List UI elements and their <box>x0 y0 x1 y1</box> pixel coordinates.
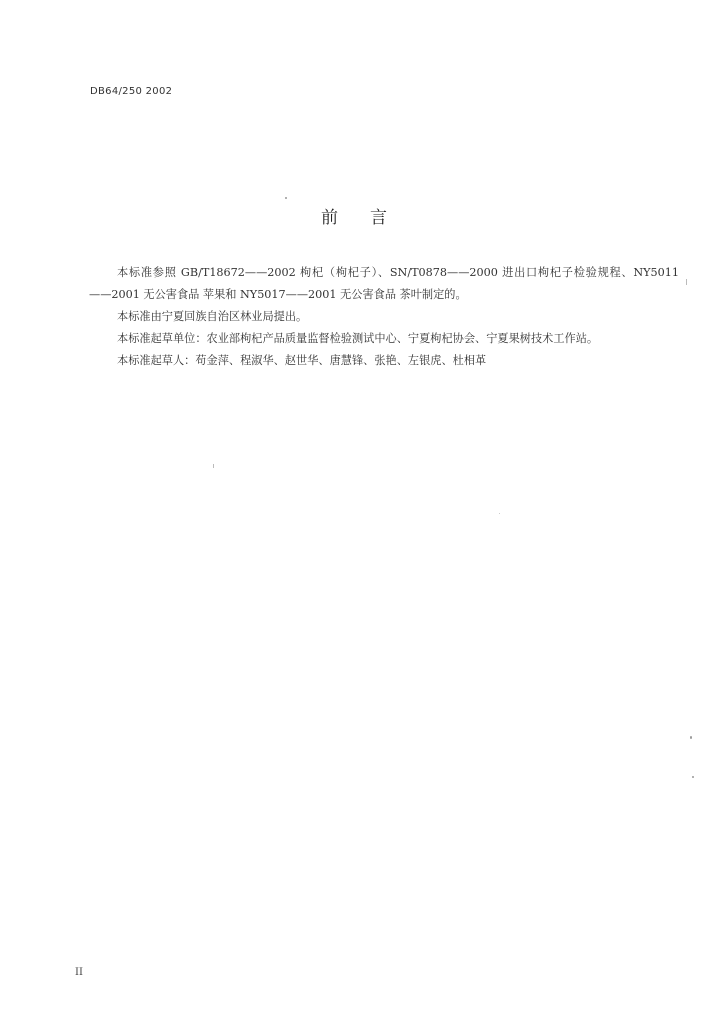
page-title: 前言 <box>321 208 419 228</box>
paragraph-drafting-units: 本标准起草单位：农业部枸杞产品质量监督检验测试中心、宁夏枸杞协会、宁夏果树技术工作站。 <box>117 332 599 345</box>
scan-speck <box>686 279 687 285</box>
document-code: DB64/250 2002 <box>90 86 173 97</box>
paragraph-references: 本标准参照 GB/T18672——2002 枸杞（枸杞子）、SN/T0878——2000 进出口枸杞子检验规程、NY5011——2001 无公害食品 苹果和 NY5017——2001 无公害食品 茶叶制定的。 <box>89 266 679 301</box>
scan-speck <box>692 776 694 778</box>
document-body <box>89 262 679 372</box>
paragraph-drafters: 本标准起草人：苟金萍、程淑华、赵世华、唐慧锋、张艳、左银虎、杜相革 <box>117 354 487 367</box>
scan-speck <box>499 513 500 514</box>
scan-speck <box>285 197 287 199</box>
scan-speck <box>213 464 214 468</box>
scan-speck <box>690 736 692 739</box>
page-number: II <box>75 967 83 978</box>
paragraph-proposer: 本标准由宁夏回族自治区林业局提出。 <box>117 310 308 323</box>
